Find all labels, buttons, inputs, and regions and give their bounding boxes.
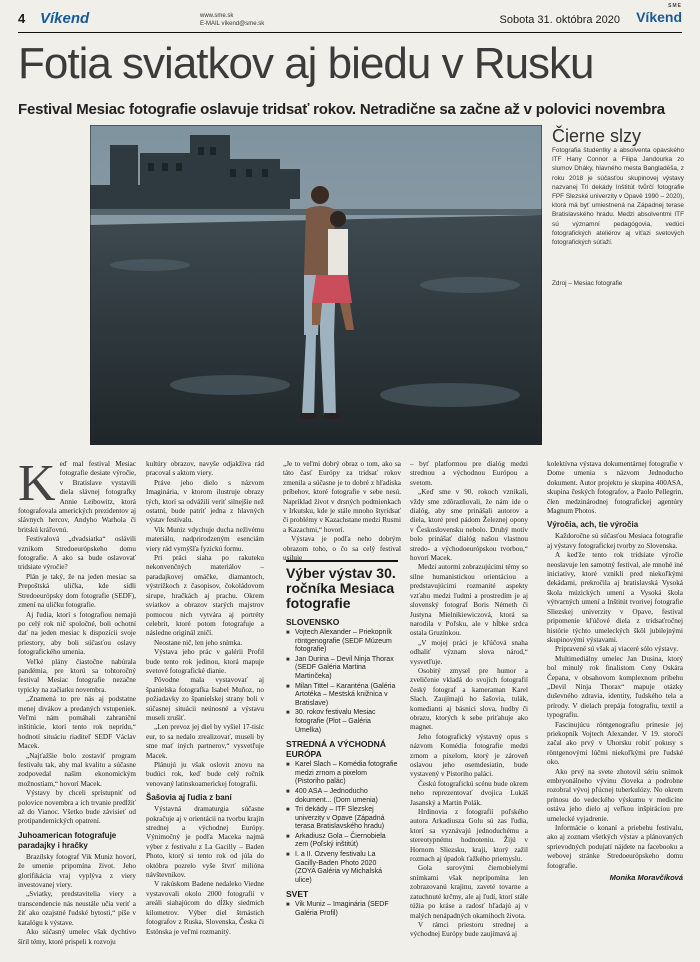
paragraph: A keďže tento rok tridsiate výročie neoslavuje len samotný festival, ale mnohé iné iniciatívy, ktoré vznikli pred niekoľkými dekádami, prekročila aj bratislavská Vysoká škola múzických umení a Vysoká škola výtvarných umení a Inštitút tvorivej fotografie Sliezskej univerzity v Opave, festival pripomenie kľúčové diela z tridsaťročnej histórie týchto umeleckých škôl jubilejnými skupinovými výstavami. bbox=[547, 551, 683, 644]
paragraph: Pri práci siaha po rakuteku nekonvenčných materiálov – paradajkovej omáčke, diamantoch, výstrižkoch z časopisov, čokoládovom sirupe, hračkách aj prachu. Okrem sviatkov a obrazov starých majstrov pomocou nich vytvára aj portréty celebrít, ktoré potom fotografuje a následne originál zničí. bbox=[146, 554, 264, 638]
slum-photo-illustration bbox=[90, 125, 542, 445]
paragraph: Pôvodne mala vystavovať aj španielska fotografka Isabel Muñoz, no požiadavky zo španielskej strany boli v súčasnej situácii neúnosné a výstavu museli zrušiť. bbox=[146, 676, 264, 722]
paragraph: Gola surovými čiernobielymi snímkami však neprípomína len zobrazovanú krajinu, zaveté tovarne a zatuchnuté krčmy, ale aj ľudí, ktorí stále túžia po kráse a radosť hľadajú aj v malých nenápadných okamihoch života. bbox=[410, 864, 528, 920]
subheading: Výročia, ach, tie výročia bbox=[547, 520, 639, 530]
paragraph: Brazílsky fotograf Vik Muniz hovorí, že umenie pripomína život. Jeho glorifikácia vraj vyplýva z viery investovanej viery. bbox=[18, 852, 136, 890]
subheading: Šašovia aj ľudia z baní bbox=[146, 793, 232, 803]
headline: Fotia sviatkov aj biedu v Rusku bbox=[18, 39, 594, 88]
paragraph: Hrdinovia z fotografií poľského autora Arkadiusza Golu sú zas ľudia, ktorí sa vyznávajú jednoduchému a stereotypnému hodnoteniu. Žijú v Hornom Sliezsku, kraji, ktorý zažil rozmach aj úpadok ťažkého priemyslu. bbox=[410, 808, 528, 864]
paragraph: „Znamená to pre nás aj podstatne menej divákov a predaných vstupeniek. Veľmi nám pomáhali zahraniční inštitúcie, ktorí tento rok neprídu,“ hodnotí situáciu riaditeľ SEDF Václav Macek. bbox=[18, 695, 136, 751]
author-name: Monika Moravčíková bbox=[609, 873, 683, 883]
list-item: ■ Vojtech Alexander – Priekopník röntgenografie (SEDF Múzeum fotografie) bbox=[286, 629, 398, 655]
article-column-1 bbox=[18, 455, 136, 947]
logo-text: Víkend bbox=[636, 9, 682, 25]
list-item: ■ Jan Durina – Devil Ninja Thorax (SEDF Galéria Martina Martinčeka) bbox=[286, 656, 398, 682]
section-logo bbox=[626, 3, 682, 30]
section-name: Víkend bbox=[40, 10, 90, 27]
paragraph: „Sviatky, predstavitelia viery a transcendencie nás neustále učia veriť a žiť ako ozajstné ľudské bytosti,“ píše v katalógu k výstave. bbox=[18, 890, 136, 927]
subheadline: Festival Mesiac fotografie oslavuje tridsať rokov. Netradične sa začne až v polovici novembra bbox=[18, 101, 665, 118]
email-address: E-MAIL víkend@sme.sk bbox=[200, 21, 265, 27]
paragraph: Osobitý zmysel pre humor a zveličenie vkladá do svojich fotografií český fotograf a kameraman Karel Slach. Zaujímajú ho šašovia, tulák, komedianti aj básnici slova, hudby či obrazu, ktorých k sebe priťahuje ako magnet. bbox=[410, 666, 528, 732]
article-column-5 bbox=[547, 460, 683, 882]
logo-top: SME bbox=[668, 3, 682, 9]
paragraph: „Len prevoz jej diel by vyšiel 17-tisíc eur, to sa nedalo zrealizovať, museli by sme mať iných partnerov,“ vysvetľuje Macek. bbox=[146, 723, 264, 760]
caption-title: Čierne slzy bbox=[552, 126, 642, 146]
paragraph: V rakúskom Badene nedaleko Viedne vystavovali okolo 2000 fotografií v areáli siahajúcom do dĺžky siedmich kilometrov. Výber diel štrnástich fotografov z Ruska, Slovenska, Česka či Estónska je veľmi rozmanitý. bbox=[146, 880, 264, 936]
paragraph: Medzi autormi zobrazujúcimi témy so silne humanistickou orientáciou a predstavujúcimi rozmanité aspekty vzťahu medzi ľudmi a prostredím je aj slovenský fotograf Boris Németh či Justyna Mielnikiewiczová, ktorá sa narodila v Poľsku, ale v hĺbke srdca ostala Gruzínkou. bbox=[410, 563, 528, 638]
caption-text: Fotografia študentky a absolventa opavského ITF Hany Connor a Filipa Jandourka zo slumov Dháky, hlavného mesta Bangladéša, z roku 2018 je súčasťou skupinovej výstavy nazvanej Tri dekády Inštitút tvůrčí fotografie FPF Slezské univerzity v Opavě 1990 – 2020), ktorá má byť umiestnená na Západnej terase Bratislavského hradu. Medzi absolventmi ITF sú významní pedagógovia, vedúci fotografických ateliérov aj víťazi svetových fotografických súťaží. bbox=[552, 147, 684, 247]
paragraph: „Je to veľmi dobrý obraz o tom, ako sa táto časť Európy za tridsať rokov zmenila a súčasne je to dobré z hľadiska príbehov, ktoré fotografie v sebe nesú. Napríklad život v drsných podmienkach v Irkutsku, kde je stále mnoho štyridsať či problémy v Kazachstane medzi Rusmi a Kazachmi,“ hovorí. bbox=[283, 460, 401, 534]
paragraph: Ako prvý na svete zhotovil sériu snímok embryonálneho vývinu človeka a podrobne rozobral vývoj pľúcnej tuberkulózy. No okrem prínosu do vedeckého výskumu v medicíne ostáva jeho dielo aj veľkou inšpiráciou pre umelecké vyjadrenie. bbox=[547, 767, 683, 823]
list-item: ■ Vik Muniz – Imaginária (SEDF Galéria Profil) bbox=[286, 901, 398, 918]
list-item: ■ Milan Tittel – Karanténa (Galéria Artotéka – Mestská knižnica v Bratislave) bbox=[286, 683, 398, 709]
paragraph: Multimediálny umelec Jan Dusina, ktorý bol minulý rok finalistom Ceny Oskára Čepana, v obsahovom komplexnom príbehu „Devil Ninja Thorax“ mapuje otázky duševného zdravia, identity, ľudského tela a prírody. V dielach prepája fotografiu, textil a typografiu. bbox=[547, 654, 683, 720]
list-item: ■ Karel Slach – Komédia fotografie medzi zrnom a pixelom (Pistoriho palác) bbox=[286, 761, 398, 787]
list-item: ■ I. a II. Ozveny festivalu La Gacilly-Baden Photo 2020 (ZOYA Galéria vy Michalská ulice) bbox=[286, 851, 398, 885]
paragraph: Práve jeho dielo s názvom Imaginária, v ktorom ilustruje obrazy tých, ktorí sa odvážili veriť silnejšie než ostatní, bude patriť jedna z hlavných výstav festivalu. bbox=[146, 478, 264, 525]
issue-date: Sobota 31. októbra 2020 bbox=[499, 14, 620, 26]
paragraph: Veľké plány čiastočne nabúrala pandémia, pre ktorú sa tohtoročný festival Mesiac fotografie nezačne typicky na začiatku novembra. bbox=[18, 657, 136, 694]
paragraph: Výstava je podľa neho dobrým obrazom toho, o čo sa celý festival usiluje bbox=[283, 535, 401, 563]
exhibitions-box bbox=[286, 560, 398, 920]
paragraph: Výstavy by chceli sprístupniť od polovice novembra a ich trvanie predĺžiť až do Vianoc. Všetko bude závisieť od protipandemických opatrení. bbox=[18, 789, 136, 826]
paragraph: Pripravené sú však aj viaceré sólo výstavy. bbox=[555, 645, 679, 654]
paragraph: Výstavná dramaturgia súčasne pokračuje aj v orientácii na tvorbu krajín strednej a východnej Európy. Výnimočný je podľa Maceka najmä výber z festivalu z La Gacilly – Baden Photo, ktorý si tento rok od júla do októbra pozrelo vyše štvrť milióna návštevníkov. bbox=[146, 805, 264, 880]
caption-source: Zdroj – Mesiac fotografie bbox=[552, 280, 623, 287]
paragraph: „V mojej práci je kľúčová snaha odhaliť význam slova národ,“ vysvetľuje. bbox=[410, 638, 528, 666]
paragraph: Plánujú ju však oslovit znovu na budúci rok, keď bude celý ročník venovaný latinskoamerickej fotografii. bbox=[146, 761, 264, 788]
paragraph: Vik Muniz vdychuje ducha neživému materiálu, nadprirodzeným esenciám viery rád vymýšľa fyzickú formu. bbox=[146, 525, 264, 553]
paragraph: V rámci priestoru strednej a východnej Európy bude zaujímavá aj bbox=[410, 920, 528, 939]
list-item: ■ 30. rokov festivalu Mesiac fotografie (Plot – Galéria Umelka) bbox=[286, 709, 398, 735]
paragraph: Neostane nič, len jeho snímka. bbox=[154, 638, 243, 647]
paragraph: Festivalová „dvadsiatka“ oslávili vznikom Stredoeurópskeho domu fotografie. A ako sa bude oslavovať tridsiate výročie? bbox=[18, 535, 136, 572]
paragraph: „Najťažšie bolo zostaviť program festivalu tak, aby mal kvalitu a súčasne zodpovedal našim ekonomickým možnostiam,“ hovorí Macek. bbox=[18, 751, 136, 788]
main-photo bbox=[90, 125, 542, 445]
paragraph: kolektívna výstava dokumentárnej fotografie v Dome umenia s názvom Jednoducho dokument. Autor projektu je skupina 400ASA, skupina českých fotografov, a Paolo Pellegrin, člen medzinárodnej fotografickej agentúry Magnum Photos. bbox=[547, 460, 683, 516]
paragraph: Aj ľudia, ktorí s fotografiou nemajú po celý rok nič spoločné, boli ochotní dať na jeden mesiac k dispozícii svoje priestory, aby boli súčasťou oslavy fotografického umenia. bbox=[18, 610, 136, 657]
paragraph: eď mal festival Mesiac fotografie desiate výročie, v Bratislave vystavili diela slávnej fotografky Annie Leibowitz, ktorá fotografovala amerických prezidentov aj slávnych hercov, Andyho Warhola či britskú kráľovnú. bbox=[18, 460, 136, 534]
paragraph: Výstava jeho prác v galérii Profil bude tento rok jedinou, ktorá mapuje svetové fotografické dianie. bbox=[146, 648, 264, 675]
box-list bbox=[286, 629, 398, 735]
web-address: www.sme.sk bbox=[200, 13, 234, 19]
paragraph: Jeho fotografický výstavný opus s názvom Komédia fotografie medzi zrnom a pixelom, ktorý je zároveň oslavou jeho osemdesiatin, bude vystavený v Pistoriho paláci. bbox=[410, 732, 528, 779]
paragraph: Každoročne sú súčasťou Mesiaca fotografie aj výstavy fotografickej tvorby zo Slovenska. bbox=[547, 532, 683, 550]
article-column-3 bbox=[283, 460, 401, 563]
list-item: ■ 400 ASA – Jednoducho dokument... (Dom umenia) bbox=[286, 788, 398, 805]
subheading: Juhoamerican fotografuje paradajky i hračky bbox=[18, 830, 117, 850]
box-list bbox=[286, 761, 398, 885]
box-section-heading: STREDNÁ A VÝCHODNÁ EURÓPA bbox=[286, 739, 386, 760]
paragraph: Informácie o konaní a priebehu festivalu, ako aj zoznam všetkých výstav a plánovaných sprievodných podujatí nájdete na facebooku a webovej stránke Stredoeurópskeho domu fotografie. bbox=[547, 824, 683, 870]
contact-info bbox=[200, 12, 264, 28]
paragraph: Fascinujúcu röntgenografiu prinesie jej priekopník Vojtech Alexander. V 19. storočí začal ako prvý v Uhorsku robiť pokusy s röntgenovými lúčmi niekoľkými pre ľudské oko. bbox=[547, 720, 683, 767]
box-list bbox=[286, 901, 398, 918]
paragraph: – byť platformou pre dialóg medzi strednou a východnou Európou a svetom. bbox=[410, 460, 528, 487]
paragraph: Českú fotografickú scénu bude okrem neho reprezentovať dvojica Lukáš Jasanský a Martin Polák. bbox=[410, 779, 528, 807]
paragraph: kultúry obrazov, navyše odjakživa rád pracoval s aktom viery. bbox=[146, 460, 264, 478]
list-item: ■ Arkadiusz Gola – Čiernobiela zem (Poľský inštitút) bbox=[286, 833, 398, 850]
page-number: 4 bbox=[18, 11, 26, 26]
paragraph: „Keď sme v 90. rokoch vznikali, vždy sme zdôrazňovali, že nám ide o dialóg, aby sme prinášali autorov a diela, ktoré pred pádom Železnej opony v Československu nebolo. Druhý motív bolo prinášať dialóg našou vlastnou stredo- a východoeurópskou tvorbou,“ hovorí Macek. bbox=[410, 488, 528, 563]
box-title: Výber výstav 30. ročníka Mesiaca fotografie bbox=[286, 565, 396, 611]
article-column-2 bbox=[146, 460, 264, 937]
page-header bbox=[18, 3, 682, 33]
paragraph: Plán je taký, že na jeden mesiac sa Prepoštská ulička, kde sídli Stredoeurópsky dom fotografie (SEDF), zmení na uličku fotografie. bbox=[18, 572, 136, 610]
box-section-heading: SLOVENSKO bbox=[286, 617, 340, 627]
box-section-heading: SVET bbox=[286, 889, 309, 900]
article-column-4 bbox=[410, 460, 528, 940]
drop-cap: K bbox=[18, 455, 56, 512]
paragraph: Ako súčasný umelec však dychtivo šíril témy, ktoré prispeli k rozvoju bbox=[18, 928, 136, 946]
list-item: ■ Tri dekády – ITF Slezskej univerzity v Opave (Západná terasa Bratislavského hradu) bbox=[286, 806, 398, 832]
